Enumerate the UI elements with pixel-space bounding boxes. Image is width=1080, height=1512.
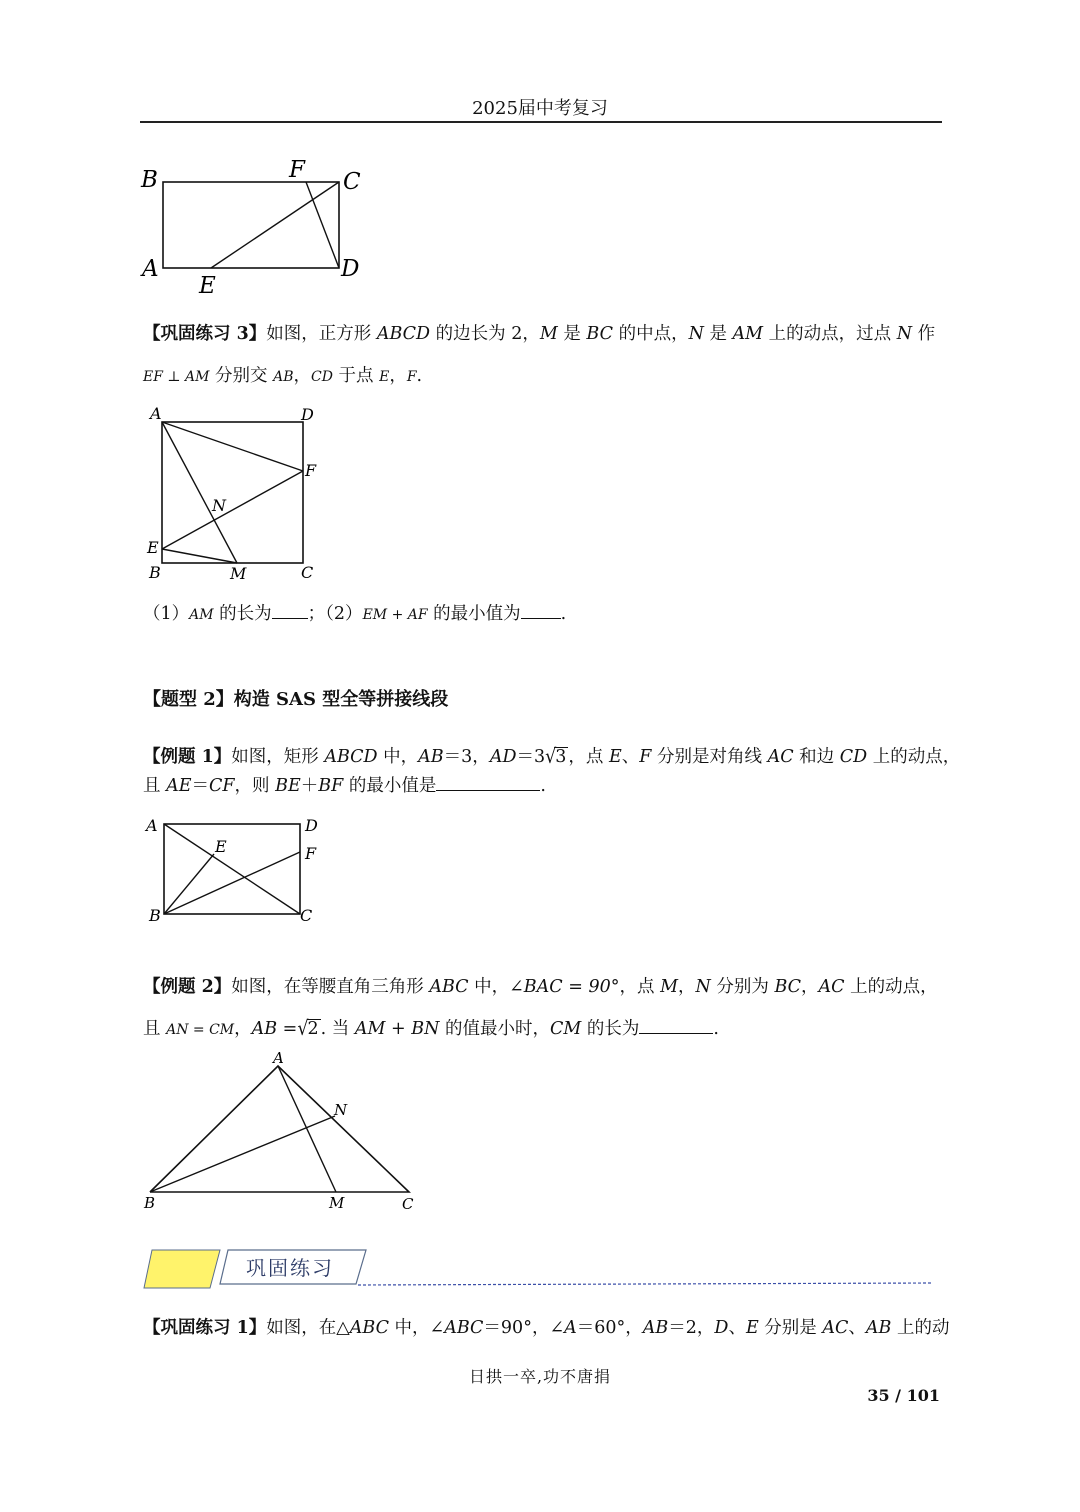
fig1-label-d: D [341,256,360,282]
example1-tag: 【例题 1】 [143,747,232,767]
fig3-label-a: A [146,816,158,835]
fig2-label-n: N [212,496,226,515]
fig2-label-a: A [150,404,162,423]
figure-square-abcd [140,400,340,585]
practice1-tag: 【巩固练习 1】 [143,1318,267,1338]
fig3-label-c: C [300,906,313,925]
example2-line1: 【例题 2】如图，在等腰直角三角形 ABC 中，∠BAC = 90°，点 M，N 分别为 BC，AC 上的动点， [143,977,938,997]
fig2-label-c: C [301,563,314,582]
figure-rectangle-ef [135,150,375,300]
fig4-label-m: M [329,1194,345,1212]
practice3-line2: EF ⊥ AM 分别交 AB，CD 于点 E，F. [143,366,423,386]
fig1-label-f: F [289,157,305,183]
fig2-label-f: F [305,461,317,480]
fig1-label-b: B [141,167,158,193]
page-number: 35 / 101 [867,1386,940,1405]
header-rule [140,121,942,123]
fig4-label-b: B [144,1194,156,1212]
section-title-type2: 【题型 2】构造 SAS 型全等拼接线段 [143,689,449,710]
example2-line2: 且 AN = CM，AB =√2 . 当 AM + BN 的值最小时，CM 的长为 . [143,1017,719,1041]
practice3-question: （1）AM 的长为 ；（2）EM + AF 的最小值为 . [143,604,567,624]
practice3-tag: 【巩固练习 3】 [143,324,267,344]
example1-line1: 【例题 1】如图，矩形 ABCD 中，AB＝3，AD＝3√3 ，点 E、F 分别是对角线 AC 和边 CD 上的动点， [143,745,961,769]
banner-label: 巩固练习 [246,1256,334,1280]
fig2-label-m: M [230,564,247,583]
fig1-label-a: A [142,256,159,282]
fig3-label-f: F [305,844,317,863]
fig1-label-c: C [343,169,361,195]
fig3-label-d: D [305,816,318,835]
example2-tag: 【例题 2】 [143,977,232,997]
fig1-label-e: E [199,273,216,299]
fig4-label-c: C [402,1195,414,1213]
example1-line2: 且 AE＝CF，则 BE＋BF 的最小值是 . [143,776,546,796]
practice1-line1: 【巩固练习 1】如图，在△ABC 中，∠ABC＝90°，∠A＝60°，AB＝2，D、E 分别是 AC、AB 上的动 [143,1318,950,1338]
practice-banner [140,1244,940,1292]
fig4-label-a: A [273,1049,284,1067]
banner-dashed-line [358,1283,932,1285]
figure-rectangle-example1 [140,812,340,927]
banner-yellow-tab [144,1250,220,1288]
fig2-label-e: E [147,538,159,557]
fig3-label-b: B [149,906,161,925]
fig2-label-d: D [301,405,314,424]
fig2-label-b: B [149,563,161,582]
practice3-line1: 【巩固练习 3】如图，正方形 ABCD 的边长为 2，M 是 BC 的中点，N 是 AM 上的动点，过点 N 作 [143,324,936,344]
fig3-label-e: E [215,837,227,856]
footer-motto: 日拱一卒,功不唐捐 [468,1367,612,1386]
page-header-title: 2025届中考复习 [472,98,608,119]
figure-triangle-example2 [140,1045,430,1220]
fig4-label-n: N [334,1101,348,1119]
